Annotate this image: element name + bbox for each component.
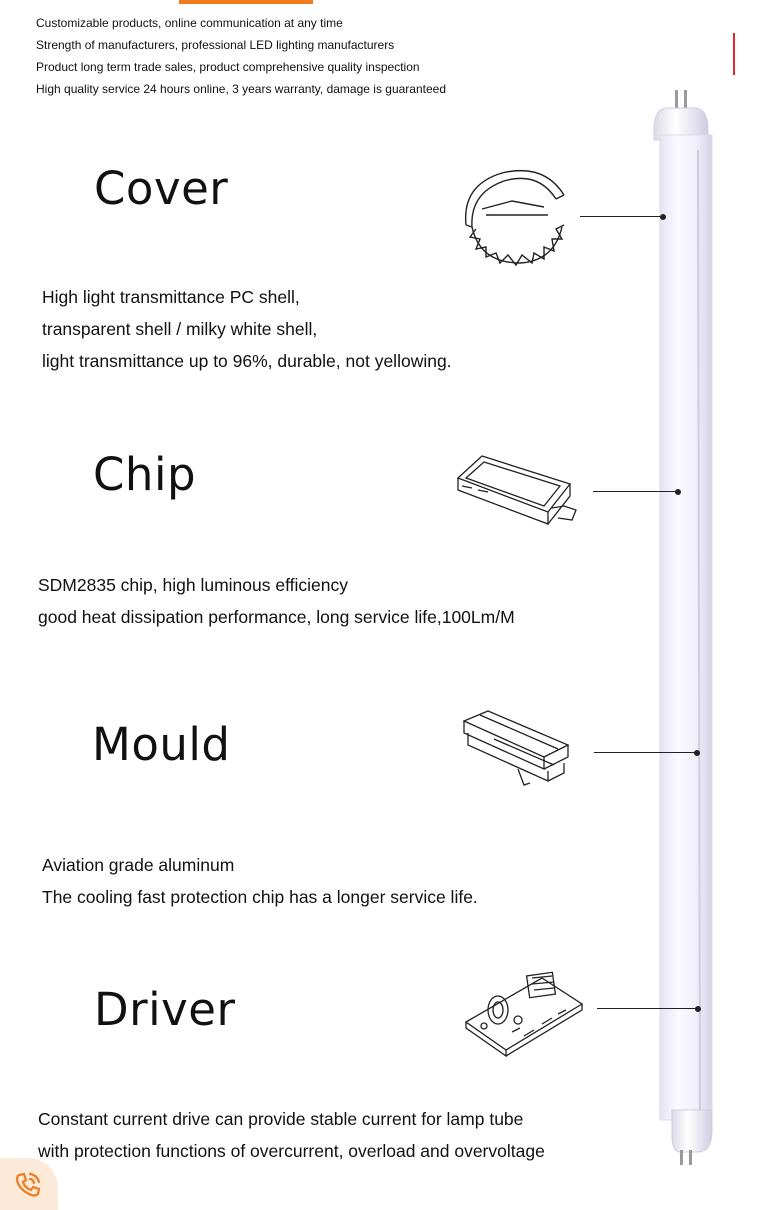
desc-line: The cooling fast protection chip has a longer service life. — [42, 887, 478, 907]
header-line: Customizable products, online communication at any time — [36, 16, 343, 30]
header-line: High quality service 24 hours online, 3 years warranty, damage is guaranteed — [36, 82, 447, 96]
driver-board-icon — [462, 962, 586, 1060]
section-title-cover: Cover — [94, 162, 229, 215]
desc-line: good heat dissipation performance, long service life,100Lm/M — [38, 607, 515, 627]
phone-call-icon[interactable] — [13, 1170, 43, 1200]
desc-line: Aviation grade aluminum — [42, 855, 235, 875]
section-title-mould: Mould — [92, 718, 231, 771]
cover-profile-icon — [452, 155, 580, 277]
section-desc-cover — [42, 281, 452, 377]
section-title-chip: Chip — [93, 448, 197, 501]
desc-line: light transmittance up to 96%, durable, not yellowing. — [42, 351, 452, 371]
red-divider-mark — [733, 33, 735, 75]
section-title-driver: Driver — [94, 983, 236, 1036]
chip-module-icon — [452, 412, 582, 537]
desc-line: High light transmittance PC shell, — [42, 287, 300, 307]
top-accent-bar — [179, 0, 313, 4]
desc-line: SDM2835 chip, high luminous efficiency — [38, 575, 348, 595]
leader-line-cover — [580, 216, 663, 217]
section-desc-driver — [38, 1103, 545, 1167]
section-desc-mould — [42, 849, 478, 913]
section-desc-chip — [38, 569, 515, 633]
desc-line: transparent shell / milky white shell, — [42, 319, 318, 339]
aluminum-profile-icon — [454, 675, 582, 797]
header-line: Product long term trade sales, product comprehensive quality inspection — [36, 60, 420, 74]
desc-line: Constant current drive can provide stable current for lamp tube — [38, 1109, 524, 1129]
header-feature-list — [36, 12, 596, 100]
leader-dot — [675, 489, 681, 495]
leader-dot — [660, 214, 666, 220]
header-line: Strength of manufacturers, professional LED lighting manufacturers — [36, 38, 395, 52]
desc-line: with protection functions of overcurrent, overload and overvoltage — [38, 1141, 545, 1161]
leader-line-mould — [594, 752, 697, 753]
leader-line-driver — [597, 1008, 698, 1009]
leader-line-chip — [593, 491, 678, 492]
leader-dot — [694, 750, 700, 756]
leader-dot — [695, 1006, 701, 1012]
led-tube-image — [650, 90, 720, 1165]
